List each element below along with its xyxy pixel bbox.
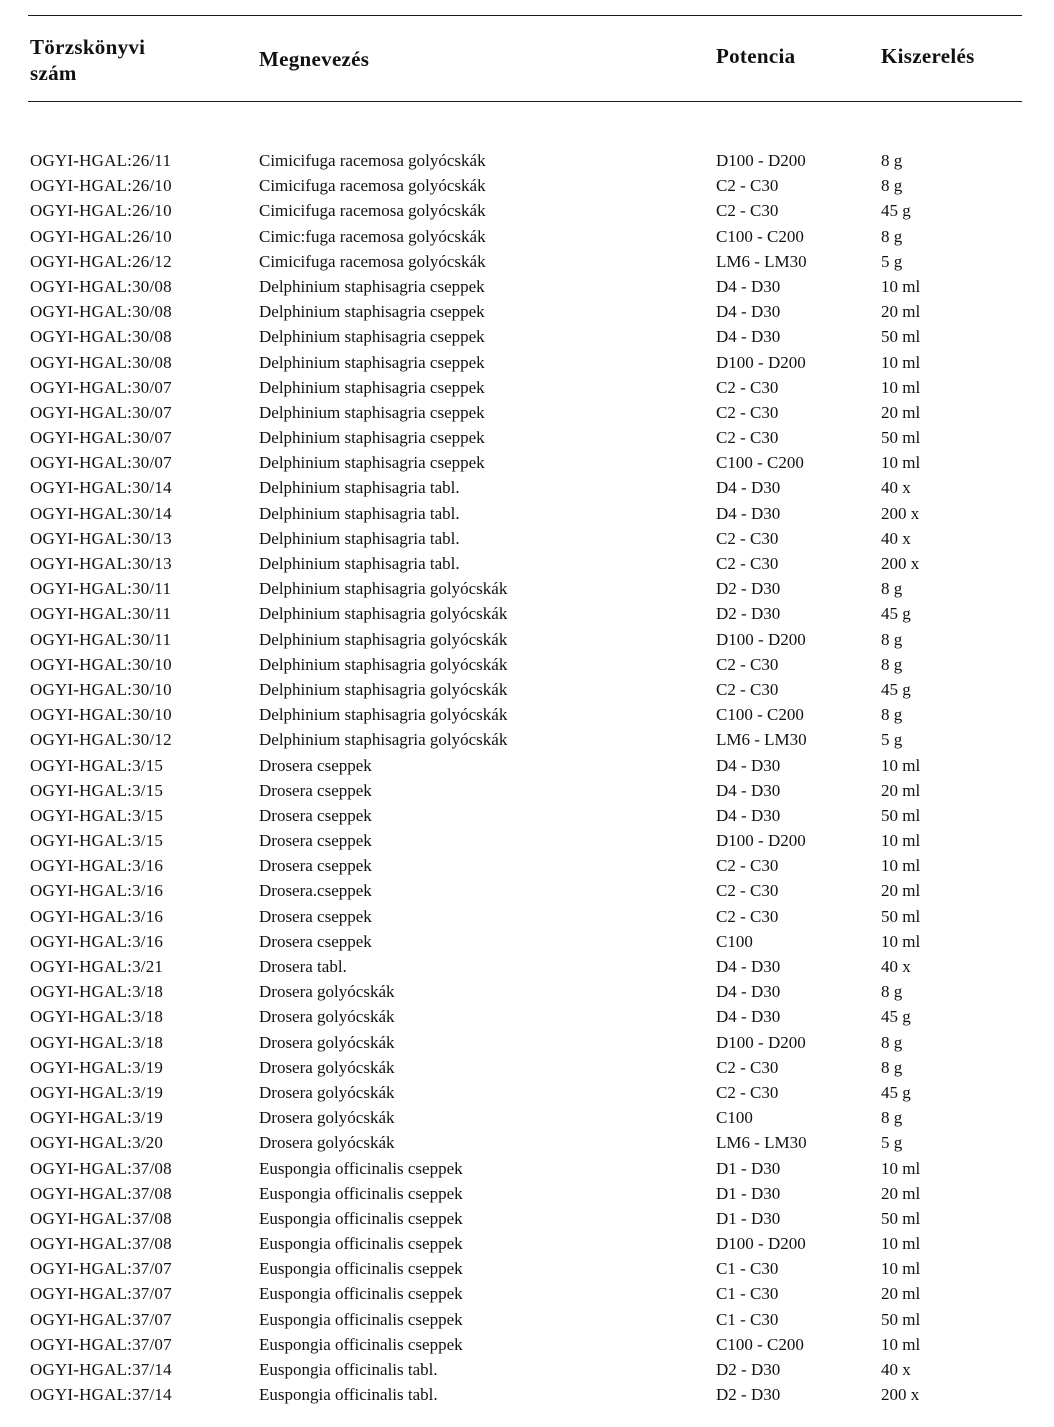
product-name-cell: Delphinium staphisagria golyócskák bbox=[259, 579, 508, 599]
product-name-cell: Drosera.cseppek bbox=[259, 881, 372, 901]
registration-number-cell: OGYI-HGAL:30/07 bbox=[30, 402, 172, 422]
registration-number-cell: OGYI-HGAL:37/07 bbox=[30, 1334, 172, 1354]
table-row bbox=[0, 929, 1054, 954]
potency-cell: LM6 - LM30 bbox=[716, 1133, 807, 1153]
header-top-rule bbox=[28, 15, 1022, 16]
registration-number-cell: OGYI-HGAL:37/14 bbox=[30, 1360, 172, 1379]
potency-cell: D100 - D200 bbox=[716, 629, 806, 649]
potency-cell: D1 - D30 bbox=[716, 1208, 781, 1228]
product-name-cell: Euspongia officinalis cseppek bbox=[259, 1234, 463, 1254]
registration-number-cell: OGYI-HGAL:3/18 bbox=[30, 1032, 164, 1052]
package-size-cell: 50 ml bbox=[881, 906, 921, 926]
package-size-cell: 45 g bbox=[881, 1082, 911, 1102]
table-row bbox=[0, 1156, 1054, 1181]
package-size-cell: 40 x bbox=[881, 957, 911, 976]
registration-number-cell: OGYI-HGAL:3/15 bbox=[30, 805, 164, 825]
product-name-cell: Delphinium staphisagria golyócskák bbox=[259, 730, 508, 750]
product-name-cell: Drosera cseppek bbox=[259, 805, 372, 825]
table-row bbox=[0, 350, 1054, 375]
potency-cell: LM6 - LM30 bbox=[716, 730, 807, 750]
product-name-cell: Euspongia officinalis cseppek bbox=[259, 1309, 463, 1329]
package-size-cell: 45 g bbox=[881, 1007, 911, 1027]
package-size-cell: 8 g bbox=[881, 1057, 903, 1077]
registration-number-cell: OGYI-HGAL:30/14 bbox=[30, 503, 172, 523]
potency-cell: D4 - D30 bbox=[716, 327, 781, 347]
registration-number-cell: OGYI-HGAL:3/19 bbox=[30, 1082, 164, 1102]
table-row bbox=[0, 576, 1054, 601]
product-name-cell: Delphinium staphisagria golyócskák bbox=[259, 629, 508, 649]
potency-cell: C100 bbox=[716, 931, 753, 951]
product-name-cell: Drosera golyócskák bbox=[259, 1032, 395, 1052]
potency-cell: D100 - D200 bbox=[716, 1234, 806, 1254]
package-size-cell: 8 g bbox=[881, 705, 903, 725]
package-size-cell: 20 ml bbox=[881, 881, 921, 901]
registration-number-cell: OGYI-HGAL:30/07 bbox=[30, 377, 172, 397]
product-name-cell: Cimicifuga racemosa golyócskák bbox=[259, 151, 486, 170]
package-size-cell: 50 ml bbox=[881, 805, 921, 825]
potency-cell: C2 - C30 bbox=[716, 654, 779, 674]
potency-cell: D2 - D30 bbox=[716, 604, 781, 624]
product-name-cell: Euspongia officinalis cseppek bbox=[259, 1259, 463, 1279]
table-row bbox=[0, 954, 1054, 979]
product-name-cell: Delphinium staphisagria cseppek bbox=[259, 377, 485, 397]
potency-cell: C2 - C30 bbox=[716, 1057, 779, 1077]
potency-cell: C2 - C30 bbox=[716, 554, 779, 573]
table-row bbox=[0, 753, 1054, 778]
table-row bbox=[0, 1030, 1054, 1055]
potency-cell: D100 - D200 bbox=[716, 1032, 806, 1052]
package-size-cell: 5 g bbox=[881, 730, 903, 750]
table-row bbox=[0, 601, 1054, 626]
registration-number-cell: OGYI-HGAL:30/13 bbox=[30, 554, 172, 573]
product-name-cell: Drosera cseppek bbox=[259, 831, 372, 851]
product-name-cell: Drosera golyócskák bbox=[259, 1082, 395, 1102]
potency-cell: C2 - C30 bbox=[716, 176, 779, 196]
package-size-cell: 10 ml bbox=[881, 276, 921, 296]
potency-cell: C1 - C30 bbox=[716, 1284, 779, 1304]
potency-cell: D1 - D30 bbox=[716, 1183, 781, 1203]
registration-number-cell: OGYI-HGAL:3/16 bbox=[30, 881, 164, 901]
registration-number-cell: OGYI-HGAL:30/07 bbox=[30, 453, 172, 473]
package-size-cell: 10 ml bbox=[881, 831, 921, 851]
potency-cell: C2 - C30 bbox=[716, 856, 779, 876]
package-size-cell: 40 x bbox=[881, 478, 911, 498]
product-name-cell: Delphinium staphisagria golyócskák bbox=[259, 604, 508, 624]
product-name-cell: Drosera tabl. bbox=[259, 957, 347, 976]
registration-number-cell: OGYI-HGAL:26/11 bbox=[30, 151, 172, 170]
potency-cell: D2 - D30 bbox=[716, 579, 781, 599]
table-row bbox=[0, 249, 1054, 274]
table-row bbox=[0, 1357, 1054, 1382]
package-size-cell: 8 g bbox=[881, 176, 903, 196]
column-header-registration-number bbox=[30, 34, 145, 86]
registration-number-cell: OGYI-HGAL:30/08 bbox=[30, 302, 172, 322]
potency-cell: D100 - D200 bbox=[716, 151, 806, 170]
registration-number-cell: OGYI-HGAL:3/18 bbox=[30, 1007, 164, 1027]
table-row bbox=[0, 1105, 1054, 1130]
package-size-cell: 45 g bbox=[881, 679, 911, 699]
table-row bbox=[0, 526, 1054, 551]
table-row bbox=[0, 551, 1054, 576]
registration-number-cell: OGYI-HGAL:37/07 bbox=[30, 1309, 172, 1329]
table-row bbox=[0, 400, 1054, 425]
registration-number-cell: OGYI-HGAL:30/07 bbox=[30, 428, 172, 448]
table-row bbox=[0, 224, 1054, 249]
registration-number-cell: OGYI-HGAL:37/07 bbox=[30, 1259, 172, 1279]
product-name-cell: Delphinium staphisagria cseppek bbox=[259, 352, 485, 372]
table-row bbox=[0, 652, 1054, 677]
product-name-cell: Euspongia officinalis cseppek bbox=[259, 1208, 463, 1228]
table-row bbox=[0, 979, 1054, 1004]
product-name-cell: Euspongia officinalis cseppek bbox=[259, 1158, 463, 1178]
potency-cell: C2 - C30 bbox=[716, 1082, 779, 1102]
table-row bbox=[0, 1206, 1054, 1231]
column-header-name: Megnevezés bbox=[259, 47, 370, 71]
potency-cell: D100 - D200 bbox=[716, 831, 806, 851]
product-name-cell: Euspongia officinalis tabl. bbox=[259, 1385, 438, 1405]
table-row bbox=[0, 475, 1054, 500]
registration-number-cell: OGYI-HGAL:3/19 bbox=[30, 1108, 164, 1128]
product-name-cell: Drosera golyócskák bbox=[259, 1057, 395, 1077]
package-size-cell: 8 g bbox=[881, 579, 903, 599]
package-size-cell: 45 g bbox=[881, 604, 911, 624]
potency-cell: C2 - C30 bbox=[716, 428, 779, 448]
package-size-cell: 10 ml bbox=[881, 453, 921, 473]
registration-number-cell: OGYI-HGAL:30/11 bbox=[30, 629, 172, 649]
table-row bbox=[0, 299, 1054, 324]
package-size-cell: 10 ml bbox=[881, 1158, 921, 1178]
table-row bbox=[0, 501, 1054, 526]
package-size-cell: 10 ml bbox=[881, 352, 921, 372]
table-row bbox=[0, 828, 1054, 853]
registration-number-cell: OGYI-HGAL:30/12 bbox=[30, 730, 172, 750]
potency-cell: D4 - D30 bbox=[716, 503, 781, 523]
package-size-cell: 8 g bbox=[881, 982, 903, 1002]
table-row bbox=[0, 727, 1054, 752]
table-row bbox=[0, 1181, 1054, 1206]
potency-cell: LM6 - LM30 bbox=[716, 251, 807, 271]
table-row bbox=[0, 1332, 1054, 1357]
registration-number-cell: OGYI-HGAL:3/15 bbox=[30, 831, 164, 851]
product-name-cell: Drosera golyócskák bbox=[259, 1007, 395, 1027]
product-name-cell: Euspongia officinalis cseppek bbox=[259, 1334, 463, 1354]
registration-number-cell: OGYI-HGAL:30/13 bbox=[30, 528, 172, 548]
registration-number-cell: OGYI-HGAL:3/15 bbox=[30, 755, 164, 775]
product-name-cell: Delphinium staphisagria golyócskák bbox=[259, 679, 508, 699]
potency-cell: C2 - C30 bbox=[716, 201, 779, 221]
package-size-cell: 40 x bbox=[881, 1360, 911, 1379]
table-row bbox=[0, 324, 1054, 349]
table-row bbox=[0, 1307, 1054, 1332]
registration-number-cell: OGYI-HGAL:30/11 bbox=[30, 604, 172, 624]
table-row bbox=[0, 425, 1054, 450]
registration-number-cell: OGYI-HGAL:26/10 bbox=[30, 176, 172, 196]
package-size-cell: 10 ml bbox=[881, 755, 921, 775]
product-name-cell: Delphinium staphisagria cseppek bbox=[259, 453, 485, 473]
package-size-cell: 50 ml bbox=[881, 1309, 921, 1329]
potency-cell: C100 bbox=[716, 1108, 753, 1128]
table-row bbox=[0, 198, 1054, 223]
registration-number-cell: OGYI-HGAL:37/08 bbox=[30, 1208, 172, 1228]
registration-number-cell: OGYI-HGAL:3/16 bbox=[30, 856, 164, 876]
potency-cell: D2 - D30 bbox=[716, 1360, 781, 1379]
registration-number-cell: OGYI-HGAL:37/08 bbox=[30, 1183, 172, 1203]
potency-cell: D1 - D30 bbox=[716, 1158, 781, 1178]
potency-cell: C1 - C30 bbox=[716, 1259, 779, 1279]
table-row bbox=[0, 904, 1054, 929]
potency-cell: C2 - C30 bbox=[716, 906, 779, 926]
product-name-cell: Delphinium staphisagria cseppek bbox=[259, 402, 485, 422]
potency-cell: D4 - D30 bbox=[716, 957, 781, 976]
registration-number-cell: OGYI-HGAL:30/10 bbox=[30, 654, 172, 674]
registration-number-cell: OGYI-HGAL:37/08 bbox=[30, 1234, 172, 1254]
package-size-cell: 8 g bbox=[881, 629, 903, 649]
registration-number-cell: OGYI-HGAL:30/11 bbox=[30, 579, 172, 599]
registration-number-cell: OGYI-HGAL:3/21 bbox=[30, 957, 164, 976]
package-size-cell: 200 x bbox=[881, 503, 920, 523]
potency-cell: C2 - C30 bbox=[716, 528, 779, 548]
package-size-cell: 50 ml bbox=[881, 327, 921, 347]
table-row bbox=[0, 173, 1054, 198]
package-size-cell: 8 g bbox=[881, 151, 903, 170]
package-size-cell: 8 g bbox=[881, 226, 903, 246]
product-table-body bbox=[0, 148, 1054, 1407]
product-name-cell: Drosera golyócskák bbox=[259, 1133, 395, 1153]
product-name-cell: Euspongia officinalis cseppek bbox=[259, 1284, 463, 1304]
potency-cell: C2 - C30 bbox=[716, 402, 779, 422]
product-name-cell: Delphinium staphisagria cseppek bbox=[259, 428, 485, 448]
package-size-cell: 20 ml bbox=[881, 1183, 921, 1203]
table-row bbox=[0, 148, 1054, 173]
potency-cell: D4 - D30 bbox=[716, 780, 781, 800]
product-name-cell: Euspongia officinalis cseppek bbox=[259, 1183, 463, 1203]
product-name-cell: Drosera cseppek bbox=[259, 906, 372, 926]
registration-number-cell: OGYI-HGAL:37/14 bbox=[30, 1385, 172, 1405]
product-name-cell: Delphinium staphisagria cseppek bbox=[259, 276, 485, 296]
potency-cell: D4 - D30 bbox=[716, 478, 781, 498]
potency-cell: C100 - C200 bbox=[716, 1334, 804, 1354]
product-name-cell: Delphinium staphisagria tabl. bbox=[259, 554, 460, 573]
potency-cell: C1 - C30 bbox=[716, 1309, 779, 1329]
product-name-cell: Delphinium staphisagria golyócskák bbox=[259, 654, 508, 674]
potency-cell: D4 - D30 bbox=[716, 805, 781, 825]
package-size-cell: 8 g bbox=[881, 1108, 903, 1128]
registration-number-cell: OGYI-HGAL:30/10 bbox=[30, 679, 172, 699]
table-row bbox=[0, 1004, 1054, 1029]
registration-number-cell: OGYI-HGAL:37/08 bbox=[30, 1158, 172, 1178]
product-name-cell: Drosera golyócskák bbox=[259, 1108, 395, 1128]
table-row bbox=[0, 375, 1054, 400]
package-size-cell: 20 ml bbox=[881, 1284, 921, 1304]
potency-cell: D4 - D30 bbox=[716, 982, 781, 1002]
product-name-cell: Cimic:fuga racemosa golyócskák bbox=[259, 226, 486, 246]
column-header-registration-number-line2: szám bbox=[30, 61, 77, 85]
package-size-cell: 20 ml bbox=[881, 780, 921, 800]
registration-number-cell: OGYI-HGAL:3/16 bbox=[30, 906, 164, 926]
registration-number-cell: OGYI-HGAL:30/08 bbox=[30, 352, 172, 372]
registration-number-cell: OGYI-HGAL:26/10 bbox=[30, 201, 172, 221]
product-name-cell: Drosera cseppek bbox=[259, 856, 372, 876]
package-size-cell: 5 g bbox=[881, 251, 903, 271]
product-name-cell: Drosera cseppek bbox=[259, 931, 372, 951]
package-size-cell: 200 x bbox=[881, 1385, 920, 1405]
table-row bbox=[0, 450, 1054, 475]
header-bottom-rule bbox=[28, 101, 1022, 102]
package-size-cell: 10 ml bbox=[881, 1334, 921, 1354]
table-row bbox=[0, 878, 1054, 903]
column-header-registration-number-line1: Törzskönyvi bbox=[30, 35, 146, 59]
package-size-cell: 10 ml bbox=[881, 1234, 921, 1254]
table-row bbox=[0, 677, 1054, 702]
product-name-cell: Euspongia officinalis tabl. bbox=[259, 1360, 438, 1379]
package-size-cell: 50 ml bbox=[881, 1208, 921, 1228]
potency-cell: C2 - C30 bbox=[716, 881, 779, 901]
registration-number-cell: OGYI-HGAL:3/18 bbox=[30, 982, 164, 1002]
registration-number-cell: OGYI-HGAL:3/16 bbox=[30, 931, 164, 951]
table-row bbox=[0, 803, 1054, 828]
package-size-cell: 20 ml bbox=[881, 402, 921, 422]
product-name-cell: Delphinium staphisagria tabl. bbox=[259, 528, 460, 548]
potency-cell: C2 - C30 bbox=[716, 377, 779, 397]
package-size-cell: 40 x bbox=[881, 528, 911, 548]
table-row bbox=[0, 627, 1054, 652]
table-row bbox=[0, 1130, 1054, 1155]
package-size-cell: 8 g bbox=[881, 654, 903, 674]
package-size-cell: 10 ml bbox=[881, 856, 921, 876]
registration-number-cell: OGYI-HGAL:3/19 bbox=[30, 1057, 164, 1077]
registration-number-cell: OGYI-HGAL:37/07 bbox=[30, 1284, 172, 1304]
potency-cell: C100 - C200 bbox=[716, 453, 804, 473]
product-name-cell: Drosera cseppek bbox=[259, 755, 372, 775]
column-header-package-size: Kiszerelés bbox=[881, 44, 975, 68]
product-name-cell: Delphinium staphisagria cseppek bbox=[259, 327, 485, 347]
product-name-cell: Cimicifuga racemosa golyócskák bbox=[259, 251, 486, 271]
table-row bbox=[0, 1055, 1054, 1080]
registration-number-cell: OGYI-HGAL:3/15 bbox=[30, 780, 164, 800]
potency-cell: D4 - D30 bbox=[716, 302, 781, 322]
product-name-cell: Delphinium staphisagria tabl. bbox=[259, 503, 460, 523]
registration-number-cell: OGYI-HGAL:26/10 bbox=[30, 226, 172, 246]
potency-cell: C2 - C30 bbox=[716, 679, 779, 699]
package-size-cell: 5 g bbox=[881, 1133, 903, 1153]
registration-number-cell: OGYI-HGAL:3/20 bbox=[30, 1133, 164, 1153]
potency-cell: D4 - D30 bbox=[716, 755, 781, 775]
package-size-cell: 50 ml bbox=[881, 428, 921, 448]
column-header-potency: Potencia bbox=[716, 44, 796, 68]
product-name-cell: Delphinium staphisagria golyócskák bbox=[259, 705, 508, 725]
potency-cell: C100 - C200 bbox=[716, 226, 804, 246]
package-size-cell: 45 g bbox=[881, 201, 911, 221]
registration-number-cell: OGYI-HGAL:30/08 bbox=[30, 327, 172, 347]
product-name-cell: Drosera cseppek bbox=[259, 780, 372, 800]
package-size-cell: 200 x bbox=[881, 554, 920, 573]
table-row bbox=[0, 1231, 1054, 1256]
table-row bbox=[0, 853, 1054, 878]
potency-cell: D4 - D30 bbox=[716, 276, 781, 296]
product-name-cell: Drosera golyócskák bbox=[259, 982, 395, 1002]
table-row bbox=[0, 274, 1054, 299]
package-size-cell: 20 ml bbox=[881, 302, 921, 322]
potency-cell: D2 - D30 bbox=[716, 1385, 781, 1405]
package-size-cell: 10 ml bbox=[881, 931, 921, 951]
table-row bbox=[0, 778, 1054, 803]
product-name-cell: Delphinium staphisagria tabl. bbox=[259, 478, 460, 498]
product-name-cell: Cimicifuga racemosa golyócskák bbox=[259, 176, 486, 196]
registration-number-cell: OGYI-HGAL:30/10 bbox=[30, 705, 172, 725]
product-name-cell: Delphinium staphisagria cseppek bbox=[259, 302, 485, 322]
potency-cell: D4 - D30 bbox=[716, 1007, 781, 1027]
registration-number-cell: OGYI-HGAL:30/14 bbox=[30, 478, 172, 498]
package-size-cell: 10 ml bbox=[881, 377, 921, 397]
registration-number-cell: OGYI-HGAL:30/08 bbox=[30, 276, 172, 296]
table-row bbox=[0, 1281, 1054, 1306]
table-row bbox=[0, 1382, 1054, 1407]
package-size-cell: 10 ml bbox=[881, 1259, 921, 1279]
product-name-cell: Cimicifuga racemosa golyócskák bbox=[259, 201, 486, 221]
package-size-cell: 8 g bbox=[881, 1032, 903, 1052]
table-row bbox=[0, 702, 1054, 727]
table-row bbox=[0, 1256, 1054, 1281]
table-row bbox=[0, 1080, 1054, 1105]
registration-number-cell: OGYI-HGAL:26/12 bbox=[30, 251, 172, 271]
potency-cell: D100 - D200 bbox=[716, 352, 806, 372]
potency-cell: C100 - C200 bbox=[716, 705, 804, 725]
